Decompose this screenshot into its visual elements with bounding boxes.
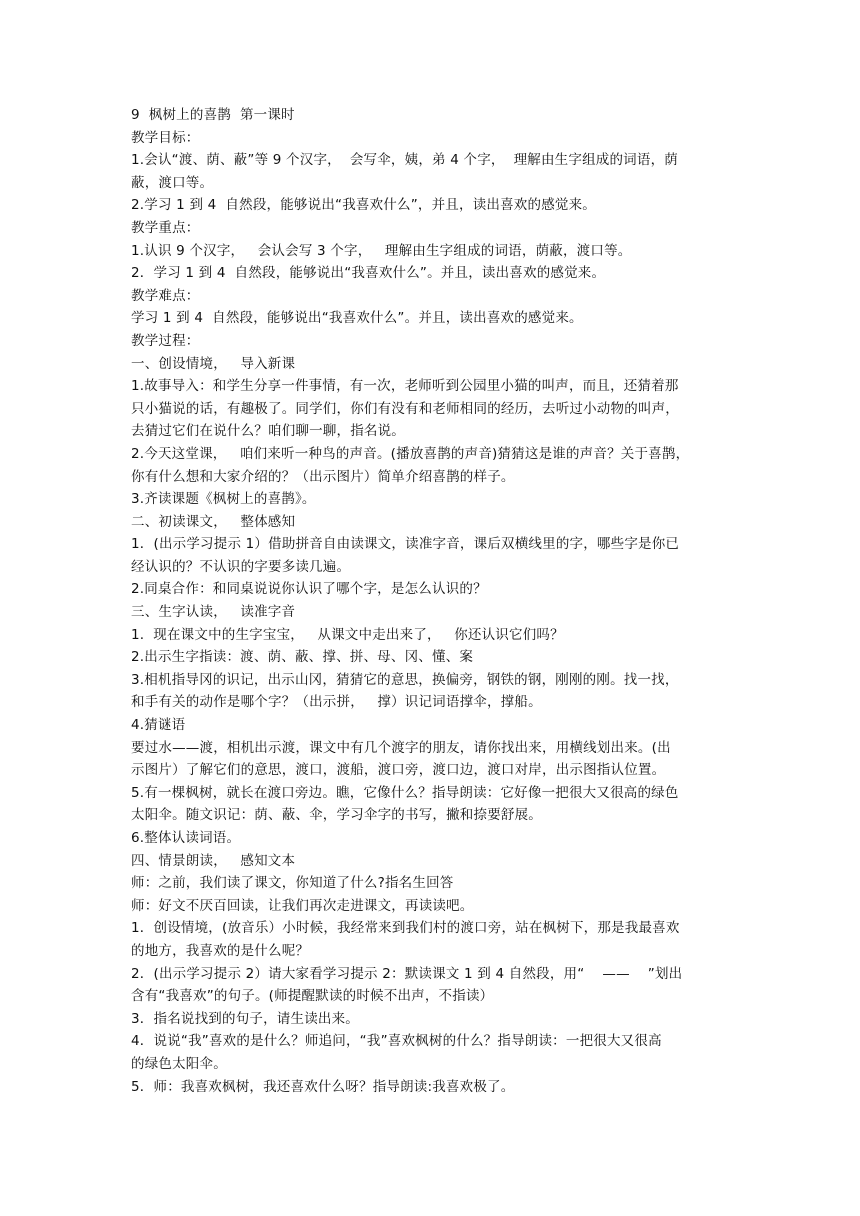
text-line: 4.猜谜语	[131, 717, 186, 734]
text-line: 1.认识 9 个汉字， 会认会写 3 个字， 理解由生字组成的词语，荫蔽，渡口等。	[131, 242, 632, 259]
text-line: 去猜过它们在说什么？咱们聊一聊，指名说。	[131, 423, 405, 440]
text-line: 含有“我喜欢”的句子。(师提醒默读的时候不出声，不指读）	[131, 988, 494, 1005]
text-line: 2．(出示学习提示 2）请大家看学习提示 2：默读课文 1 到 4 自然段，用“ —— ”划出	[131, 965, 683, 982]
text-line: 教学难点：	[131, 287, 200, 304]
text-line: 1. 现在课文中的生字宝宝， 从课文中走出来了， 你还认识它们吗？	[131, 626, 564, 643]
text-line: 2.今天这堂课， 咱们来听一种鸟的声音。(播放喜鹊的声音)猜猜这是谁的声音？关于喜鹊，	[131, 445, 690, 462]
text-line: 教学重点：	[131, 219, 200, 236]
text-line: 示图片）了解它们的意思，渡口，渡船，渡口旁，渡口边，渡口对岸，出示图指认位置。	[131, 762, 666, 779]
text-line: 和手有关的动作是哪个字？（出示拼， 撑）识记词语撑伞，撑船。	[131, 694, 542, 711]
text-line: 1.会认“渡、荫、蔽”等 9 个汉字， 会写伞，姨，弟 4 个字， 理解由生字组成的词语，荫	[131, 152, 678, 169]
text-line: 只小猫说的话，有趣极了。同学们，你们有没有和老师相同的经历，去听过小动物的叫声，	[131, 400, 679, 417]
text-line: 蔽，渡口等。	[131, 174, 214, 191]
text-line: 9 枫树上的喜鹊 第一课时	[131, 107, 295, 123]
text-line: 太阳伞。随文识记：荫、蔽、伞，学习伞字的书写，撇和捺要舒展。	[131, 807, 542, 824]
text-line: 师：之前，我们读了课文，你知道了什么?指名生回答	[131, 875, 454, 892]
text-line: 5．师：我喜欢枫树，我还喜欢什么呀？指导朗读:我喜欢极了。	[131, 1078, 515, 1095]
text-line: 教学过程：	[131, 332, 200, 349]
text-line: 的绿色太阳伞。	[131, 1055, 227, 1072]
text-line: 你有什么想和大家介绍的？（出示图片）简单介绍喜鹊的样子。	[131, 468, 515, 485]
text-line: 教学目标：	[131, 129, 200, 146]
text-line: 1．创设情境，(放音乐）小时候，我经常来到我们村的渡口旁，站在枫树下，那是我最喜欢	[131, 920, 680, 937]
text-line: 学习 1 到 4 自然段，能够说出“我喜欢什么”。并且，读出喜欢的感觉来。	[131, 310, 583, 327]
text-line: 二、初读课文， 整体感知	[131, 513, 296, 530]
text-line: 4．说说“我”喜欢的是什么？师追问，“我”喜欢枫树的什么？指导朗读：一把很大又很高	[131, 1033, 662, 1050]
text-line: 2.学习 1 到 4 自然段，能够说出“我喜欢什么”，并且，读出喜欢的感觉来。	[131, 197, 597, 214]
text-line: 的地方，我喜欢的是什么呢？	[131, 942, 310, 959]
text-line: 2.出示生字指读：渡、荫、蔽、撑、拼、母、冈、懂、案	[131, 649, 474, 666]
text-line: 三、生字认读， 读准字音	[131, 604, 296, 621]
text-line: 四、情景朗读， 感知文本	[131, 852, 296, 869]
text-line: 3．指名说找到的句子，请生读出来。	[131, 1010, 359, 1027]
text-line: 经认识的？不认识的字要多读几遍。	[131, 558, 351, 575]
text-line: 1.故事导入：和学生分享一件事情，有一次，老师听到公园里小猫的叫声，而且，还猜着那	[131, 378, 679, 395]
text-line: 3.齐读课题《枫树上的喜鹊》。	[131, 491, 316, 508]
text-line: 6.整体认读词语。	[131, 830, 241, 846]
text-line: 要过水——渡，相机出示渡，课文中有几个渡字的朋友，请你找出来，用横线划出来。(出	[131, 739, 671, 756]
text-line: 1．(出示学习提示 1）借助拼音自由读课文，读准字音，课后双横线里的字，哪些字是你已	[131, 536, 680, 553]
lesson-plan-text	[131, 104, 731, 1098]
text-line: 师：好文不厌百回读，让我们再次走进课文，再读读吧。	[131, 897, 474, 914]
text-line: 3.相机指导冈的识记，出示山冈，猜猜它的意思，换偏旁，钢铁的钢，刚刚的刚。找一找，	[131, 671, 679, 688]
text-line: 5.有一棵枫树，就长在渡口旁边。瞧，它像什么？指导朗读：它好像一把很大又很高的绿色	[131, 784, 679, 801]
text-line: 2．学习 1 到 4 自然段，能够说出“我喜欢什么”。并且，读出喜欢的感觉来。	[131, 265, 606, 282]
text-line: 2.同桌合作：和同桌说说你认识了哪个字，是怎么认识的？	[131, 581, 487, 598]
text-line: 一、创设情境， 导入新课	[131, 355, 296, 372]
